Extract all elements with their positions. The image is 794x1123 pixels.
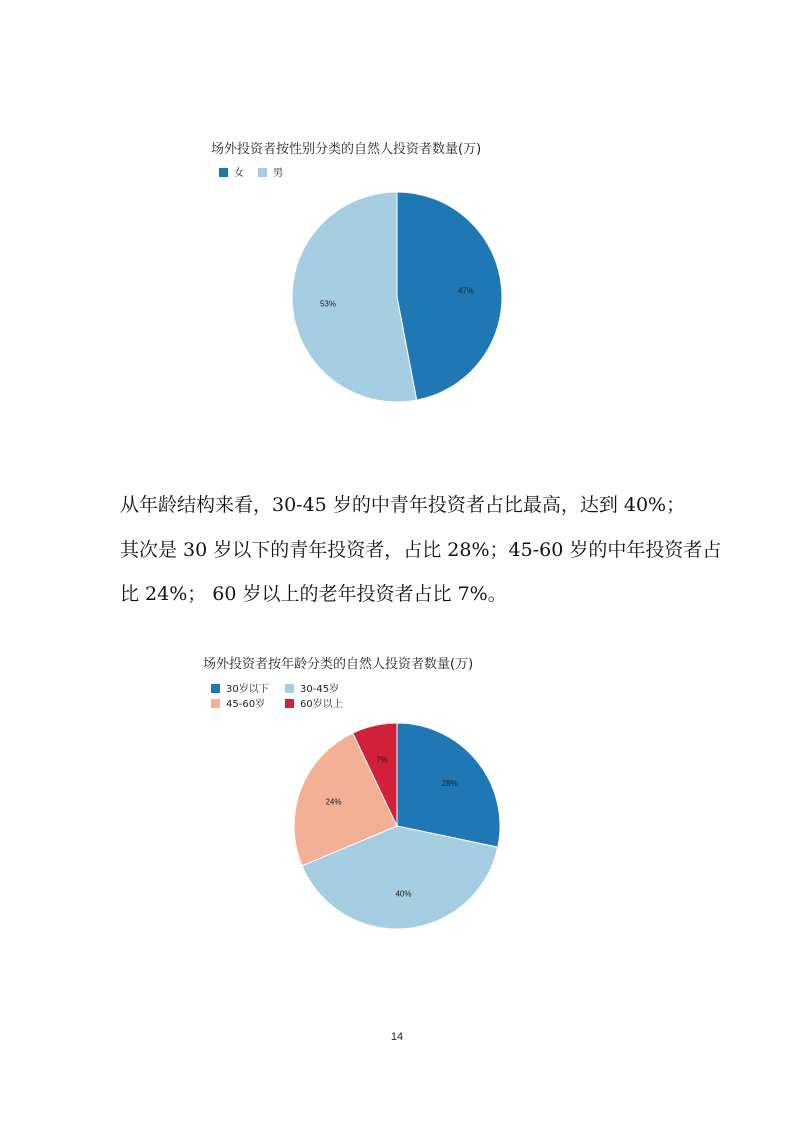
legend-label: 30岁以下 <box>226 684 269 695</box>
paragraph-line-1: 从年龄结构来看，30-45 岁的中青年投资者占比最高，达到 40%； <box>120 494 686 516</box>
slice-label: 47% <box>457 286 475 296</box>
chart-title: 场外投资者按年龄分类的自然人投资者数量(万) <box>203 657 474 672</box>
legend-label: 45-60岁 <box>226 699 266 710</box>
legend-label: 女 <box>234 168 244 179</box>
slice-label: 53% <box>319 299 337 309</box>
legend-label: 30-45岁 <box>300 684 340 695</box>
slice-label: 24% <box>325 797 342 807</box>
legend-label: 男 <box>273 168 283 179</box>
paragraph-line-3: 比 24%； 60 岁以上的老年投资者占比 7%。 <box>120 583 507 605</box>
chart-title: 场外投资者按性别分类的自然人投资者数量(万) <box>211 142 482 157</box>
page-number: 14 <box>390 1031 404 1043</box>
slice-label: 7% <box>376 755 388 765</box>
paragraph-line-2: 其次是 30 岁以下的青年投资者，占比 28%；45-60 岁的中年投资者占 <box>120 539 722 561</box>
slice-label: 40% <box>395 889 412 899</box>
legend-label: 60岁以上 <box>300 699 343 710</box>
slice-label: 28% <box>441 779 458 789</box>
